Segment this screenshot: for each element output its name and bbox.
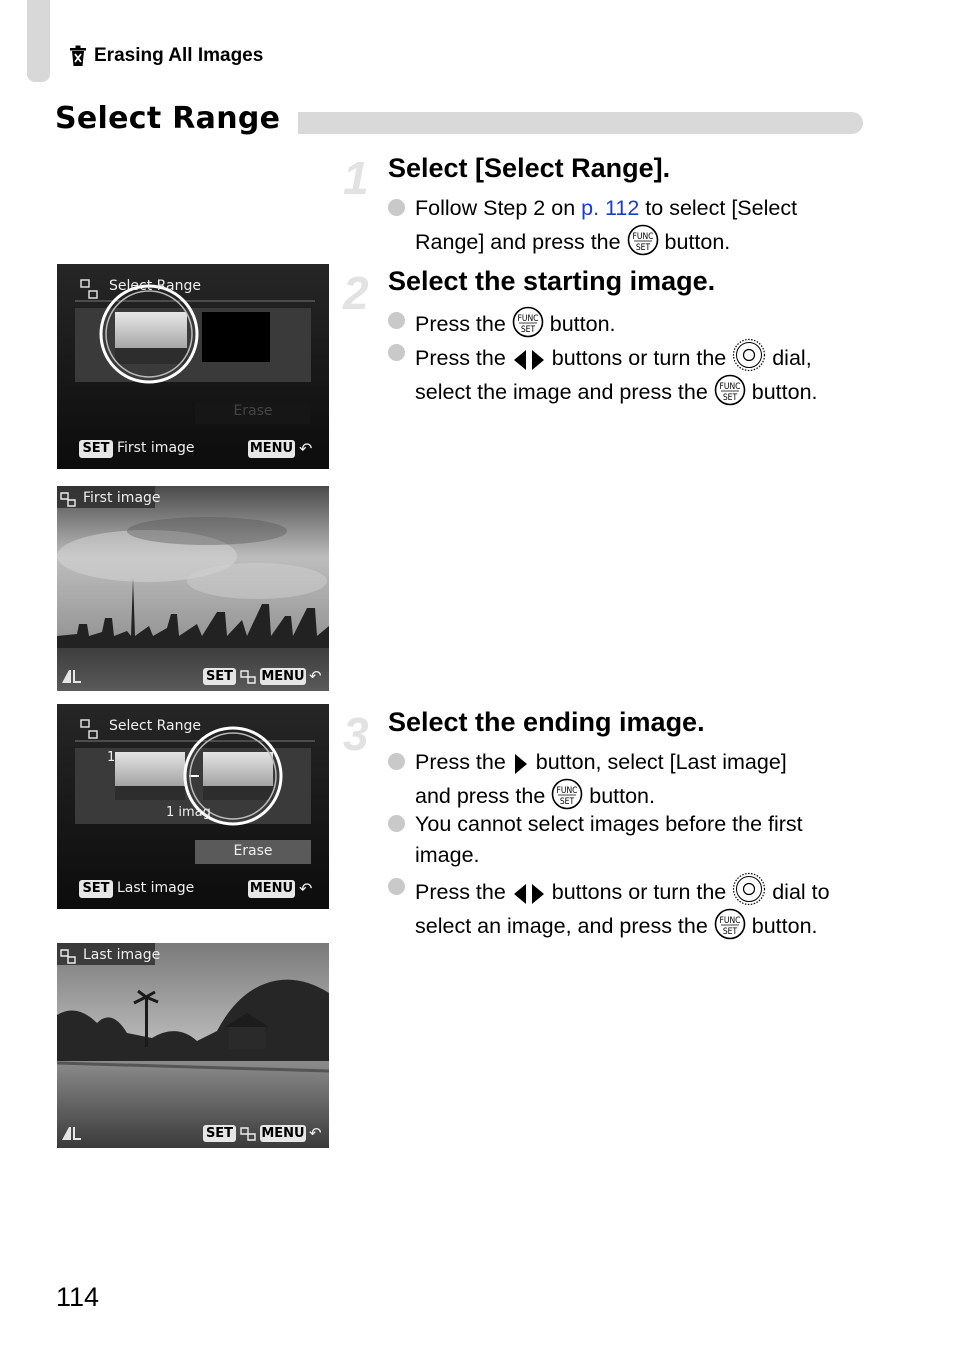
camera-screen-first-image <box>57 486 329 691</box>
func-set-button-icon <box>714 908 746 940</box>
set-key-label: SET <box>82 441 110 456</box>
right-arrow-icon <box>512 752 530 776</box>
trash-icon <box>68 45 88 67</box>
image-count-label: 1 imag <box>166 805 211 820</box>
section-bar <box>298 112 863 134</box>
svg-text:FUNC: FUNC <box>719 382 741 392</box>
header-title: Erasing All Images <box>94 45 264 66</box>
step3-bullet-3 <box>388 872 830 942</box>
camera-screen-select-range-last <box>57 704 329 909</box>
screen-title: Last image <box>83 947 161 963</box>
step-number-2: 2 <box>343 267 369 319</box>
text: Press the <box>415 880 512 904</box>
step2-bullet-2 <box>388 338 818 408</box>
bullet-dot <box>388 878 405 895</box>
text: button. <box>745 914 818 938</box>
text: Range] and press the <box>415 230 627 254</box>
text: Press the <box>415 312 512 336</box>
left-right-arrows-icon <box>512 348 546 372</box>
page-number: 114 <box>56 1282 100 1312</box>
svg-text:SET: SET <box>560 797 575 807</box>
page-link[interactable]: p. 112 <box>581 196 640 220</box>
bullet-dot <box>388 312 405 329</box>
menu-key-label: MENU <box>249 881 294 896</box>
svg-text:FUNC: FUNC <box>719 916 741 926</box>
text: button. <box>583 784 655 808</box>
func-set-button-icon <box>714 374 746 406</box>
set-key-label: SET <box>205 669 234 684</box>
step-title-2: Select the starting image. <box>388 266 716 296</box>
text: dial to <box>766 880 830 904</box>
set-action-label: Last image <box>117 880 195 896</box>
step-title-3: Select the ending image. <box>388 707 705 737</box>
text: Press the <box>415 750 512 774</box>
step1-bullet-1 <box>388 193 797 258</box>
erase-button: Erase <box>233 843 273 859</box>
text: image. <box>415 843 480 867</box>
step-number-3: 3 <box>343 708 369 760</box>
screen-title: Select Range <box>109 718 202 734</box>
text: Follow Step 2 on <box>415 196 582 220</box>
step3-bullet-2 <box>388 809 803 871</box>
text: select the image and press the <box>415 380 714 404</box>
svg-text:SET: SET <box>722 927 737 937</box>
camera-screen-select-range-first <box>57 264 329 469</box>
svg-text:SET: SET <box>722 393 737 403</box>
menu-key-label: MENU <box>261 669 305 684</box>
text: button, select [Last image] <box>529 750 787 774</box>
bullet-dot <box>388 199 405 216</box>
side-tab <box>27 0 50 82</box>
camera-screen-last-image <box>57 943 329 1148</box>
text: You cannot select images before the first <box>415 812 803 836</box>
text: button. <box>745 380 818 404</box>
text: and press the <box>415 784 552 808</box>
svg-text:FUNC: FUNC <box>632 232 654 242</box>
bullet-dot <box>388 815 405 832</box>
step-number-1: 1 <box>343 152 369 204</box>
section-title: Select Range <box>55 101 281 136</box>
text: select an image, and press the <box>415 914 714 938</box>
left-right-arrows-icon <box>512 882 546 906</box>
return-icon: ↶ <box>299 441 313 458</box>
return-icon: ↶ <box>299 881 313 898</box>
bullet-dot <box>388 344 405 361</box>
screen-title: First image <box>83 490 161 506</box>
func-set-button-icon <box>551 778 583 810</box>
screen-title: Select Range <box>109 278 202 294</box>
set-action-label: First image <box>117 440 195 456</box>
svg-text:FUNC: FUNC <box>517 314 539 324</box>
text: buttons or turn the <box>545 880 733 904</box>
step-title-1: Select [Select Range]. <box>388 153 671 183</box>
return-icon: ↶ <box>309 668 322 685</box>
menu-key-label: MENU <box>249 441 294 456</box>
set-key-label: SET <box>82 881 110 896</box>
step2-bullet-1 <box>388 306 616 340</box>
control-dial-icon <box>732 338 766 372</box>
text: to select [Select <box>639 196 798 220</box>
header <box>68 44 263 68</box>
func-set-button-icon <box>512 306 544 338</box>
set-key-label: SET <box>205 1126 234 1141</box>
step3-bullet-1 <box>388 747 787 812</box>
control-dial-icon <box>732 872 766 906</box>
range-start-number: 1 <box>107 750 116 765</box>
text: buttons or turn the <box>545 346 733 370</box>
erase-button: Erase <box>233 403 273 419</box>
menu-key-label: MENU <box>261 1126 305 1141</box>
text: Press the <box>415 346 512 370</box>
text: dial, <box>766 346 812 370</box>
svg-text:SET: SET <box>635 243 650 253</box>
svg-text:FUNC: FUNC <box>556 786 578 796</box>
return-icon: ↶ <box>309 1125 322 1142</box>
func-set-button-icon <box>627 224 659 256</box>
text: button. <box>543 312 616 336</box>
text: button. <box>658 230 731 254</box>
bullet-dot <box>388 753 405 770</box>
svg-text:SET: SET <box>520 325 535 335</box>
